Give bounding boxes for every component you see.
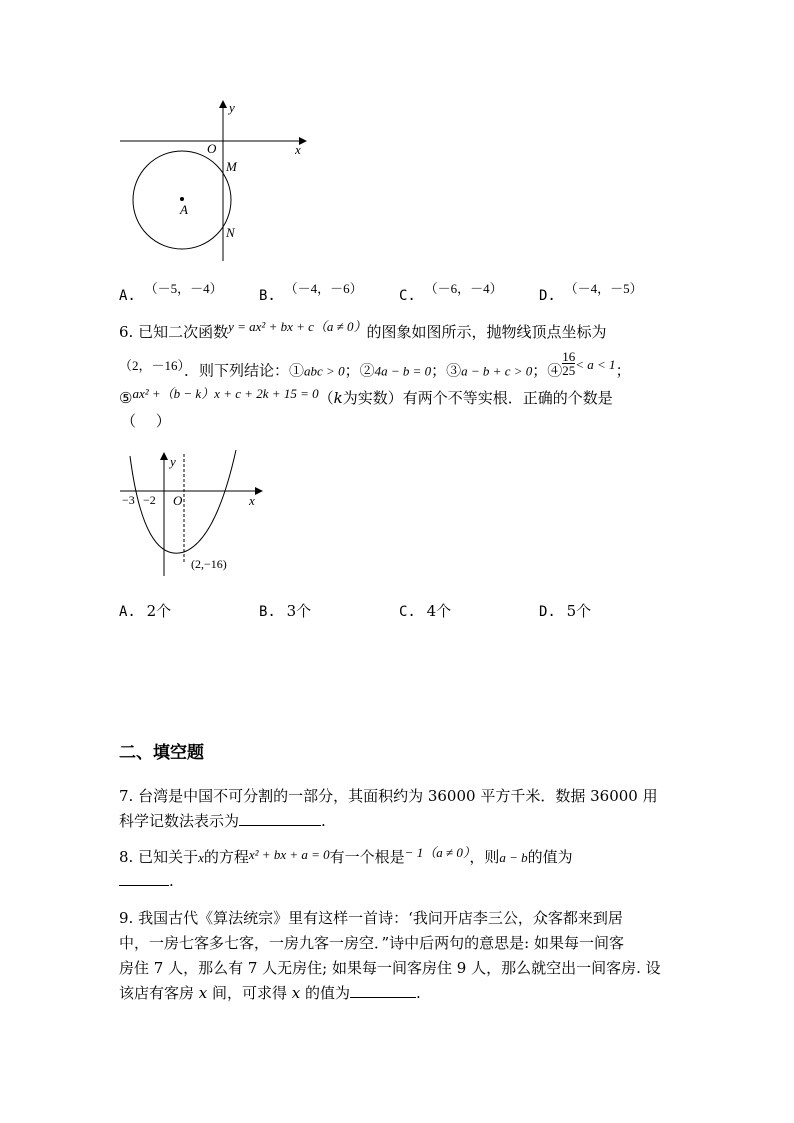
- conclusion-5: ax² +（b − k）x + c + 2k + 15 = 0: [132, 386, 319, 401]
- option-value: （－5，－4）: [144, 281, 223, 296]
- text: .: [416, 984, 421, 1002]
- text: ⑤: [119, 389, 133, 407]
- q9-line3: 房住 7 人，那么有 7 人无房住; 如果每一间客房住 9 人，那么就空出一间客房. 设: [119, 959, 661, 977]
- label-m: M: [226, 159, 237, 174]
- text: 的值为: [300, 984, 351, 1002]
- text: 的方程: [203, 848, 249, 866]
- q5-option-a[interactable]: [119, 281, 223, 306]
- label-o: O: [173, 493, 183, 508]
- circle-figure: [115, 96, 315, 266]
- label-n: N: [226, 225, 235, 240]
- conclusion-1: abc > 0: [304, 363, 345, 379]
- conclusion-2: 4a − b = 0: [374, 363, 432, 379]
- var-x: x: [198, 850, 204, 865]
- answer-blank[interactable]: [119, 871, 169, 886]
- q6-option-c[interactable]: [399, 601, 451, 622]
- option-value: 4个: [426, 602, 452, 620]
- label-minus3: −3: [122, 493, 135, 507]
- option-letter: A.: [119, 288, 136, 304]
- text: 间，可求得: [207, 984, 292, 1002]
- q7-line2: [119, 811, 326, 831]
- label-y: y: [229, 100, 235, 115]
- text: .: [169, 872, 174, 890]
- answer-blank[interactable]: [350, 983, 416, 998]
- option-letter: B.: [259, 288, 276, 304]
- text: ；③: [431, 361, 462, 380]
- root: − 1（a ≠ 0）: [404, 845, 470, 860]
- q8-line1: [119, 847, 573, 868]
- frac-num: 16: [562, 349, 576, 364]
- option-letter: C.: [399, 288, 416, 304]
- text: ；④: [532, 361, 563, 380]
- frac-den: 25: [562, 363, 576, 378]
- center-dot: [180, 197, 184, 201]
- option-letter: C.: [399, 604, 416, 620]
- option-letter: D.: [539, 288, 556, 304]
- label-a: A: [180, 202, 188, 217]
- q5-option-b[interactable]: [259, 281, 363, 306]
- q8-line2: [119, 871, 174, 891]
- text: 科学记数法表示为: [119, 812, 240, 830]
- option-value: 5个: [566, 602, 592, 620]
- option-letter: B.: [259, 604, 276, 620]
- q5-option-c[interactable]: [399, 281, 503, 306]
- label-x: x: [249, 493, 255, 508]
- conclusion-3: a − b + c > 0: [461, 363, 533, 379]
- section-title: 二、填空题: [119, 743, 204, 763]
- text: 有一个根是: [329, 848, 405, 866]
- text: .: [321, 812, 326, 830]
- text: 的图象如图所示，抛物线顶点坐标为: [366, 323, 607, 341]
- q6-line1: [119, 319, 607, 343]
- text: 为实数）有两个不等实根．正确的个数是: [342, 389, 613, 407]
- formula: y = ax² + bx + c（a ≠ 0）: [228, 319, 367, 334]
- text: 8. 已知关于: [119, 848, 199, 866]
- fraction: [562, 350, 575, 377]
- text: 的值为: [527, 848, 573, 866]
- q6-line3: [119, 388, 613, 409]
- option-value: （－4，－5）: [564, 281, 643, 296]
- q7-line1: 7. 台湾是中国不可分割的一部分，其面积约为 36000 平方千米．数据 36000 用: [119, 787, 658, 805]
- equation: x² + bx + a = 0: [248, 847, 330, 862]
- text: ，则: [469, 848, 500, 866]
- label-vertex: (2,−16): [191, 557, 227, 571]
- option-value: 3个: [286, 602, 312, 620]
- text: 已知二次函数: [138, 323, 229, 341]
- q5-option-d[interactable]: [539, 281, 643, 306]
- q9-line2: 中，一房七客多七客，一房九客一房空．”诗中后两句的意思是: 如果每一间客: [119, 934, 624, 952]
- label-x: x: [295, 142, 301, 157]
- label-y: y: [170, 454, 176, 469]
- q6-option-a[interactable]: [119, 601, 171, 622]
- var-k: k: [333, 389, 343, 407]
- var-x: x: [198, 984, 208, 1002]
- var-x: x: [291, 984, 301, 1002]
- q6-option-d[interactable]: [539, 601, 591, 622]
- vertex: （2，－16）: [119, 357, 185, 373]
- answer-blank[interactable]: [239, 811, 321, 826]
- conclusion-4: < a < 1: [575, 356, 616, 372]
- expression: a − b: [499, 850, 528, 865]
- label-o: O: [207, 141, 217, 156]
- text: ；: [615, 361, 631, 380]
- q6-answer-bracket[interactable]: （ ）: [121, 412, 171, 430]
- option-value: （－4，－6）: [284, 281, 363, 296]
- question-number: 6.: [119, 323, 134, 341]
- option-value: （－6，－4）: [424, 281, 503, 296]
- option-value: 2个: [146, 602, 172, 620]
- q9-line1: 9. 我国古代《算法统宗》里有这样一首诗：‘我问开店李三公，众客都来到居: [119, 909, 623, 927]
- parabola-figure: [118, 450, 268, 580]
- option-letter: D.: [539, 604, 556, 620]
- q9-line4: [119, 983, 421, 1003]
- label-minus2: −2: [143, 493, 156, 507]
- q6-line2: [119, 349, 631, 385]
- q6-option-b[interactable]: [259, 601, 311, 622]
- option-letter: A.: [119, 604, 136, 620]
- text: ．则下列结论：①: [184, 361, 305, 380]
- text: 该店有客房: [119, 984, 199, 1002]
- text: （: [318, 389, 334, 407]
- text: ；②: [344, 361, 375, 380]
